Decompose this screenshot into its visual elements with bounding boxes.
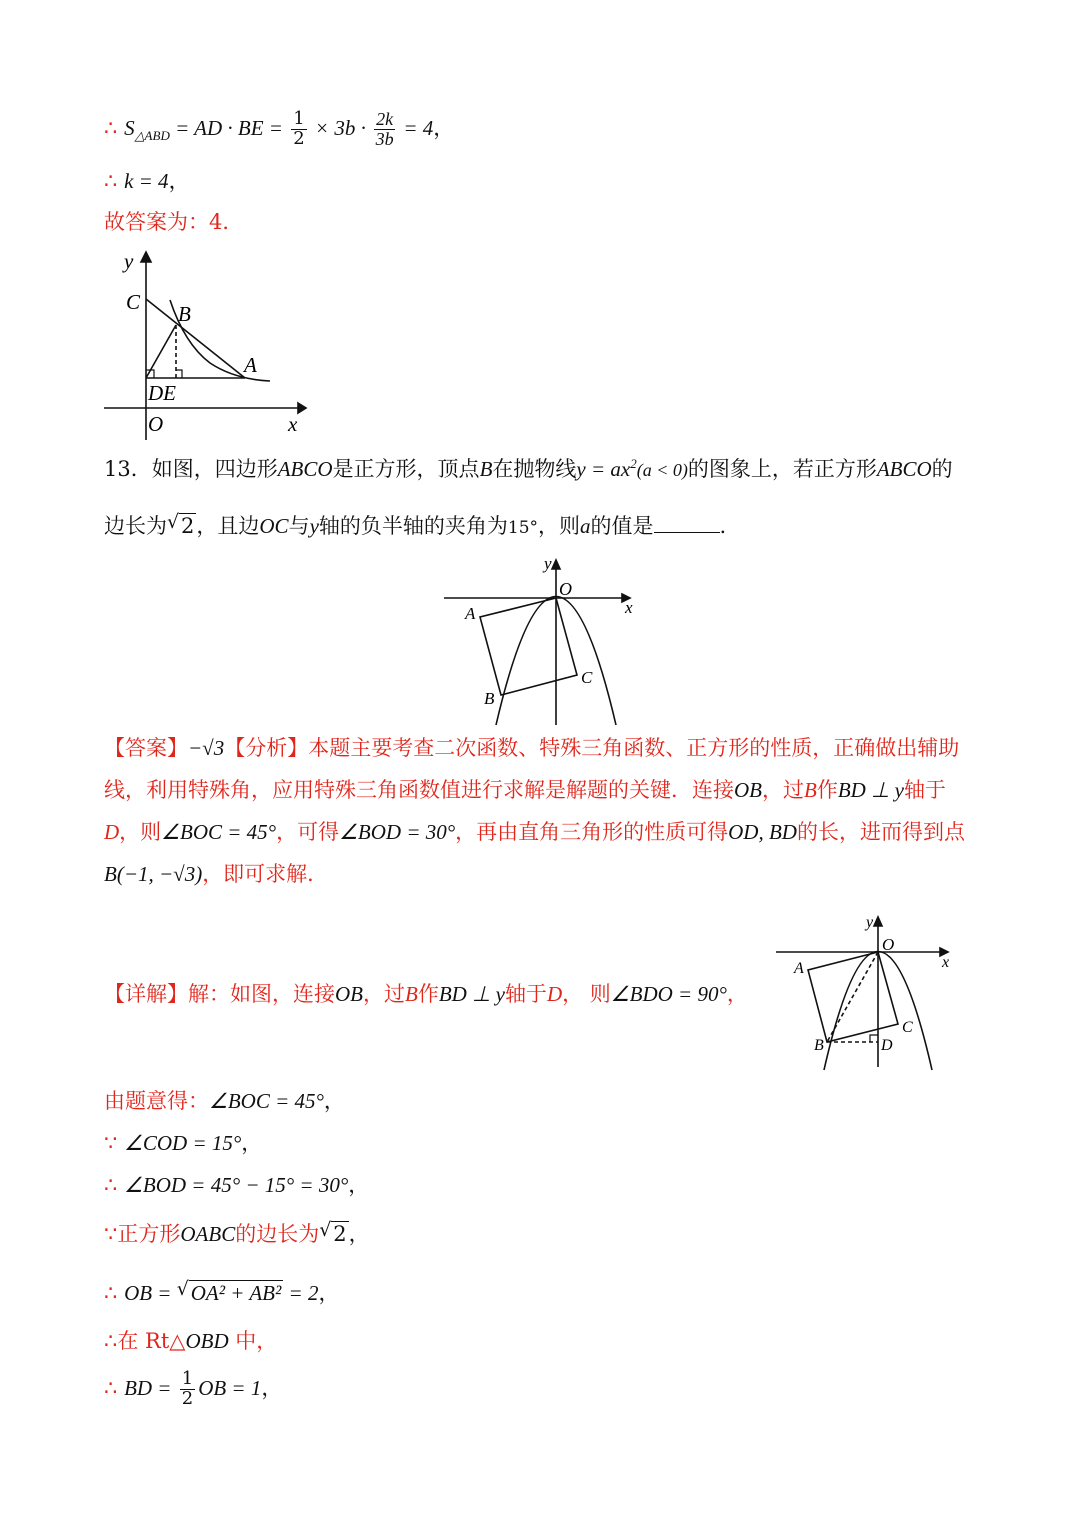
therefore-symbol: ∴ — [104, 169, 118, 193]
step-3: ∴ ∠BOD = 45° − 15° = 30°， — [104, 1173, 370, 1197]
s-abd-equation — [104, 110, 454, 149]
eq-part3: = 4 — [398, 115, 434, 140]
step-5: ∴ OB = √ OA² + AB² = 2， — [104, 1278, 340, 1305]
right-angle-d — [870, 1035, 878, 1042]
question-13-line-1: 13．如图，四边形ABCO是正方形，顶点B在抛物线$y = ax^2(a < 0)$的图象上，若正方形ABCO的 — [104, 456, 953, 481]
step-1: 由题意得：∠BOC = 45°， — [104, 1089, 345, 1113]
fig3-label-x: x — [942, 954, 950, 971]
step-4: ∵正方形OABC的边长为 √ 2， — [104, 1219, 370, 1246]
area-subscript: △ABD — [134, 128, 170, 144]
eq-part1: = AD · BE = — [169, 115, 289, 140]
eq-part2: × 3b · — [309, 115, 372, 140]
y-axis-arrow — [141, 252, 151, 262]
y-axis-arrow — [874, 917, 882, 926]
fig1-label-c: C — [126, 290, 141, 314]
area-symbol: S — [124, 115, 135, 140]
fig1-label-y: y — [124, 249, 134, 273]
fig1-label-o: O — [148, 412, 164, 436]
answer-line: 故答案为：4． — [104, 210, 244, 234]
y-axis-arrow — [552, 560, 560, 569]
therefore-symbol: ∴ — [104, 1173, 118, 1197]
k-value: k = 4 — [124, 169, 169, 193]
fraction-2k-3b: $\frac{2k}{3b}$ — [375, 109, 394, 149]
fig3-label-y: y — [866, 914, 874, 931]
detail-tag: 【详解】 — [104, 982, 188, 1006]
fig2-label-c: C — [581, 668, 593, 687]
fig2-label-x: x — [625, 598, 633, 617]
figure-1-diagram — [100, 248, 310, 443]
step-7: ∴ BD = $\frac{1}{2}$ OB = 1， — [104, 1368, 283, 1409]
answer-blank — [654, 514, 720, 533]
therefore-symbol: ∴ — [104, 1281, 118, 1305]
detail-line: 【详解】解：如图，连接OB，过B作BD ⊥ y轴于D， 则∠BDO = 90°， — [104, 982, 748, 1006]
fig1-label-de: DE — [148, 381, 176, 405]
fig3-label-c: C — [902, 1019, 913, 1036]
analysis-paragraph: 【答案】−√3【分析】本题主要考查二次函数、特殊三角函数、正方形的性质，正确做出辅助线，利用特殊角，应用特殊三角函数值进行求解是解题的关键．连接OB，过B作BD ⊥ y轴于D，则∠BOC = 45°，可得∠BOD = 30°，再由直角三角形的性质可得OD, BD的长，进而得到点B(−1, −√3)，即可求解． — [104, 736, 965, 886]
fig2-label-y: y — [544, 554, 552, 573]
x-axis-arrow — [298, 403, 306, 413]
therefore-symbol: ∴ — [104, 1375, 118, 1400]
fig1-label-x: x — [288, 412, 298, 436]
figure-3-diagram — [772, 912, 972, 1072]
sqrt-2: √ 2 — [167, 511, 195, 538]
fig1-label-a: A — [244, 353, 257, 377]
fig3-label-a: A — [794, 960, 804, 977]
comma: ， — [433, 115, 455, 140]
therefore-symbol: ∴ — [104, 1329, 118, 1353]
fig2-label-o: O — [559, 579, 572, 599]
fig3-label-o: O — [882, 935, 895, 954]
line-ob-dashed — [827, 952, 878, 1042]
answer-tag: 【答案】 — [104, 736, 188, 760]
line-ca — [146, 299, 245, 378]
question-13-line-2: 边长为 √ 2，且边OC与y轴的负半轴的夹角为15°，则a的值是 . — [104, 511, 727, 538]
fig3-label-b: B — [814, 1037, 824, 1054]
sqrt-oa-ab: √ OA² + AB² — [176, 1278, 282, 1305]
fig3-label-d: D — [881, 1037, 893, 1054]
right-angle-e — [176, 370, 182, 378]
comma: ， — [168, 169, 190, 193]
fig2-label-b: B — [484, 689, 495, 708]
sqrt-2: √ 2 — [319, 1219, 347, 1246]
figure-2-diagram — [440, 553, 650, 728]
because-symbol: ∵ — [104, 1222, 118, 1246]
k-equation — [104, 169, 190, 194]
step-6: ∴在 Rt△OBD 中， — [104, 1329, 278, 1353]
square-abco — [480, 598, 577, 695]
fraction-half: $\frac{1}{2}$ — [293, 108, 305, 149]
step-2: ∵ ∠COD = 15°， — [104, 1131, 263, 1155]
fraction-half: $\frac{1}{2}$ — [181, 1368, 194, 1409]
because-symbol: ∵ — [104, 1131, 118, 1155]
answer-value: −√3 — [188, 736, 225, 760]
therefore-symbol: ∴ — [104, 115, 118, 140]
fig2-label-a: A — [465, 604, 476, 623]
fig1-label-b: B — [178, 302, 191, 326]
analysis-tag: 【分析】 — [224, 736, 309, 760]
